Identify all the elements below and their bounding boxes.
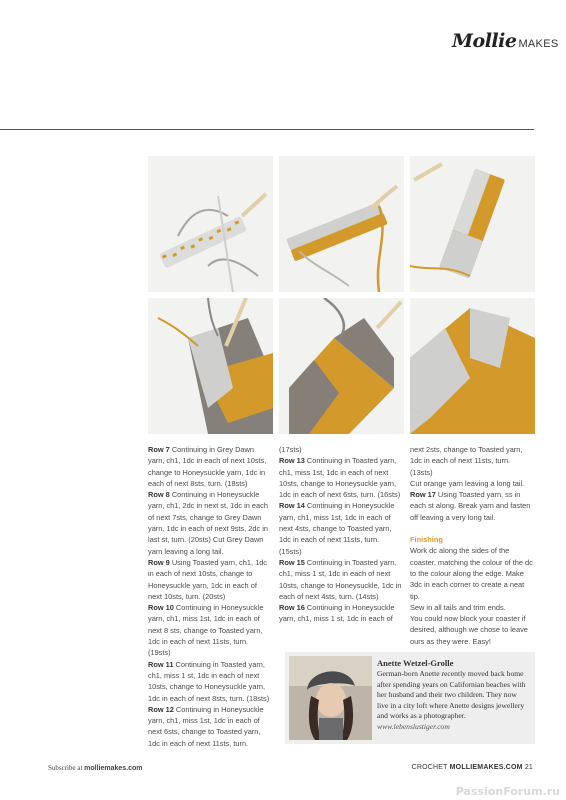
row-16: Row 16 Continuing in Honeysuckle yarn, ch1, miss 1 st, 1dc in each of (279, 603, 395, 624)
footer-page-info: CROCHET MOLLIEMAKES.COM 21 (411, 764, 533, 771)
footer-subscribe: Subscribe at molliemakes.com (48, 764, 143, 772)
designer-photo (289, 656, 372, 740)
row-9: Row 9 Using Toasted yarn, ch1, 1dc in each of next 10sts, change to Honeysuckle yarn, 1dc in each of next 10sts, turn. (20sts) (148, 557, 267, 601)
photo-grid (148, 156, 535, 436)
brand-caps: MAKES (518, 38, 559, 50)
row-8: Row 8 Continuing in Honeysuckle yarn, ch1, 2dc in next st, 1dc in each of next 7sts, change to Grey Dawn yarn, 1dc in each of next 9sts, 2dc in last st, turn. (20sts) Cut Grey Dawn yarn leaving a long tail. (148, 490, 268, 556)
finishing-text: Work dc along the sides of the coaster, matching the colour of the dc to the colour along the edge. Make 3dc in each corner to create a neat tip. (410, 546, 533, 601)
row-12: Row 12 Continuing in Honeysuckle yarn, ch1, miss 1st, 1dc in each of next 6sts, change to Toasted yarn, 1dc in each of next 11sts, turn. (148, 704, 264, 748)
row-15: Row 15 Continuing in Toasted yarn, ch1, miss 1 st, 1dc in each of next 10sts, change to Honeysuckle, 1dc in each of next 4sts, turn. (14sts) (279, 557, 402, 601)
brand-logo (452, 30, 558, 52)
page-number: 21 (524, 764, 533, 771)
column-1 (148, 444, 272, 749)
row-14: Row 14 Continuing in Honeysuckle yarn, ch1, miss 1st, 1dc in each of next 4sts, change to Toasted yarn, 1dc in each of next 11sts, turn. (15sts) (279, 501, 395, 556)
step-photo-6 (410, 298, 535, 434)
row-11: Row 11 Continuing in Toasted yarn, ch1, miss 1 st, 1dc in each of next 10sts, change to Honeysuckle yarn, 1dc in each of next 8sts, turn. (18sts) (148, 659, 270, 703)
step-photo-1 (148, 156, 273, 292)
finishing-text-3: You could now block your coaster if desired, although we chose to leave ours as they were. Easy! (410, 614, 528, 646)
row-12-cont: (17sts) (279, 445, 302, 454)
row-7: Row 7 Continuing in Grey Dawn yarn, ch1, 1dc in each of next 10sts, change to Honeysuckle yarn, 1dc in each of next 8sts, turn. (18sts) (148, 445, 267, 488)
step-photo-2 (279, 156, 404, 292)
column-3 (410, 444, 534, 647)
header-divider (0, 129, 534, 130)
row-16-note: Cut orange yarn leaving a long tail. (410, 478, 525, 488)
brand-script: Mollie (452, 30, 517, 52)
designer-name: Anette Wetzel-Grolle (377, 658, 454, 668)
designer-bio-box (285, 652, 535, 744)
row-13: Row 13 Continuing in Toasted yarn, ch1, miss 1st, 1dc in each of next 10sts, change to Honeysuckle yarn, 1dc in each of next 6sts, turn. (16sts) (279, 456, 401, 500)
finishing-title: Finishing (410, 535, 443, 545)
step-photo-5 (279, 298, 404, 434)
step-photo-3 (410, 156, 535, 292)
step-photo-4 (148, 298, 273, 434)
subscribe-link[interactable]: molliemakes.com (84, 765, 143, 772)
row-17: Row 17 Using Toasted yarn, ss in each st along. Break yarn and fasten off leaving a very long tail. (410, 490, 531, 522)
row-16-cont: next 2sts, change to Toasted yarn, 1dc in each of next 11sts, turn. (13sts) (410, 445, 523, 477)
finishing-text-2: Sew in all tails and trim ends. (410, 602, 506, 612)
designer-url[interactable]: www.lebenslustiger.com (377, 721, 450, 731)
designer-bio-text: German-born Anette recently moved back home after spending years on Californian beaches with her husband and their two children. They now live in a city loft where Anette designs jewellery and works as a photographer. www.lebenslustiger.com (377, 669, 526, 731)
watermark: PassionForum.ru (455, 785, 560, 798)
row-10: Row 10 Continuing in Honeysuckle yarn, ch1, miss 1st, 1dc in each of next 8 sts, change to Toasted yarn, 1dc in each of next 11sts, turn. (19sts) (148, 603, 264, 658)
column-2 (279, 444, 403, 625)
